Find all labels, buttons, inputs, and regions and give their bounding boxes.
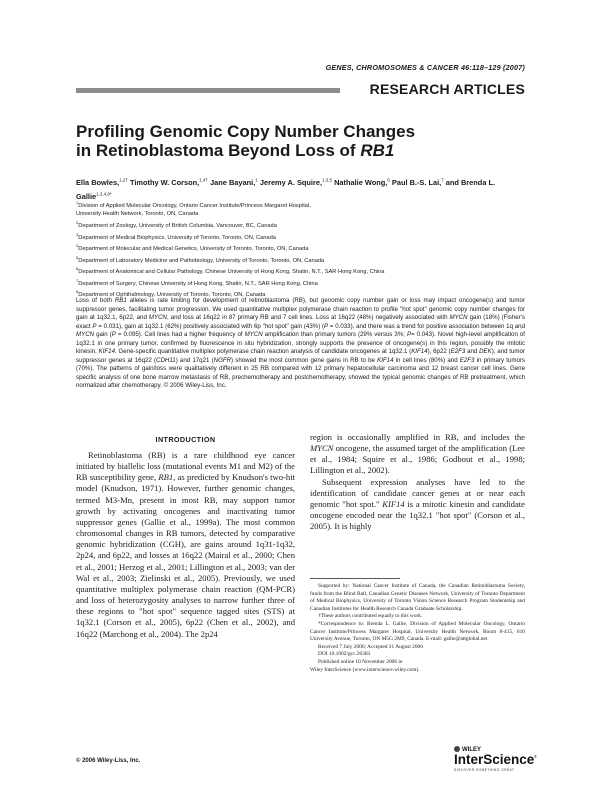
author-name: Jeremy A. Squire,$^{1,3,5}$ [259,178,333,188]
text-run: alleles is rate limiting for development of retinoblastoma (RB), but genomic copy number gain or loss may impact oncogene(s) and tumor suppressor genes, facilitating tumor progression. We used quantitative multiplex polymerase chain reaction to profile "hot spot" genomic copy number changes for gain at 1q32.1, 6p22, and [76,297,525,322]
italic-term: KIF14 [377,356,394,364]
text-run: gain (18%) (Fisher's exact [76,314,525,330]
text-run: amplification than primary tumors (29% versus 3%; [262,331,407,339]
text-run: in cell lines (80%) and [393,356,460,364]
author-name: Jane Bayani,$^1$ [210,178,258,188]
text-run: ) showed the most common gene gains in RB to be [231,356,378,364]
text-run: , as predicted by Knudson's two-hit model (Knudson, 1971). However, further genomic changes, termed M3-Mn, present in most RB, may support tumor growth by activating oncogenes and inactivating tumor suppressor genes (Gallie et al., 1999a). The most common chromosomal changes in RB tumors, detected by comparative genomic hybridization (CGH), are gains around 1q31-1q32, 2p24, and 6p22, and losses at 16q22 (Mairal et al., 2000; Chen et al., 2001; Herzog et al., 2001; Lillington et al., 2003; van der Wal et al., 2003; Zielinski et al., 2005). Previously, we used quantitative multiplex polymerase chain reaction (QM-PCR) and loss of heterozygosity analyses to narrow further three of these regions to "hot spot" sequence tagged sites (STS) at 1q32.1 (Corson et al., 2005), 6p22 (Chen et al., 2002), and 16q22 (Marchong et al., 2004). The 2p24 [76,472,295,639]
text-run: . Gene-specific quantitative multiplex polymerase chain reaction analysis of candidate oncogenes at 1q32.1 ( [115,348,412,356]
italic-term: NGFR [213,356,232,364]
article-title [76,122,525,160]
italic-term: DEK [479,348,492,356]
italic-term: MYCN [244,331,263,339]
logo-top-text: WILEY [462,747,481,753]
logo-main-text: InterScience [454,752,535,767]
footnote-divider [310,578,400,579]
footnote-support: Supported by: National Cancer Institute of Canada, the Canadian Retinoblastoma Society, funds from the Blind Ball, Canadian Genetic Diseases Network, University of Toronto Department of Medical Biophysics, University of Toronto Vision Science Research Program Studentship and Canadian Institutes for Health Research Canada Graduate Scholarship. [310,583,525,612]
abstract [76,297,525,391]
italic-term: RB1 [114,297,127,304]
text-run: ), 6p22 ( [427,348,451,356]
text-run: , and loss at 16q22 in 87 primary RB and 7 cell lines. Loss at 16q22 (48%) negatively associated with [166,314,450,322]
italic-term: P [406,331,412,339]
italic-term: CDH11 [156,356,176,364]
affiliation-line: $^1$Division of Applied Molecular Oncology, Ontario Cancer Institute/Princess Margaret Hospital, [76,200,311,209]
affiliation-line: $^7$Department of Surgery, Chinese University of Hong Kong, Shatin, N.T., SAR Hong Kong, China [76,277,318,287]
italic-term: KIF14 [411,348,428,356]
header-rule [76,88,340,93]
affiliation-line: $^6$Department of Anatomical and Cellular Pathology, Chinese University of Hong Kong, Shatin, N.T., SAR Hong Kong, China [76,266,385,275]
affiliation-line: $^8$Department of Ophthalmology, University of Toronto, Toronto, ON, Canada [76,288,266,298]
footnote-published: Published online 10 November 2006 in [318,658,403,665]
body-column-right [310,432,525,532]
affiliation-line: $^5$Department of Laboratory Medicine and Pathobiology, University of Toronto, Toronto, ON, Canada [76,254,325,264]
intro-paragraph-continued [310,432,525,477]
intro-paragraph-1 [76,450,295,640]
journal-reference: GENES, CHROMOSOMES & CANCER 46:118–129 (2007) [325,63,525,72]
text-run: region is occasionally amplified in RB, and includes the [310,432,525,442]
footnote-correspondence: *Correspondence to: Brenda L. Gallie, Division of Applied Molecular Oncology, Ontario Cancer Institute/Princess Margaret Hospital, University Health Network, Room 8-415, 610 University Avenue, Toronto, ON M5G 2M9, Canada. E-mail: gallie@attglobal.net [310,620,525,643]
text-run: gain ( [94,331,112,339]
copyright-footer: © 2006 Wiley-Liss, Inc. [76,758,141,764]
author-name: Timothy W. Corson,$^{1,4\dagger}$ [129,178,208,188]
introduction-heading: INTRODUCTION [155,435,216,444]
text-run: oncogene, the assumed target of the amplification (Lee et al., 1984; Squire et al., 1986; Godbout et al., 1998; Lillington et al., 2002). [310,443,525,476]
section-label: RESEARCH ARTICLES [369,81,525,97]
title-line-1: Profiling Genomic Copy Number Changes [76,122,416,141]
text-run: Loss of both [76,297,115,304]
italic-term: P [324,322,329,330]
italic-term: MYCN [148,314,167,322]
italic-term: RB1 [158,472,174,483]
author-list [76,175,525,202]
italic-term: P [92,322,97,330]
affiliation-line: $^2$Department of Zoology, University of British Columbia, Vancouver, BC, Canada [76,220,277,229]
text-run: = 0.033), and there was a trend for positive association between 1q and [328,322,525,330]
italic-term: E2F3 [450,348,466,356]
author-name: Paul B.-S. Lai,$^7$ [391,178,444,188]
footnote-doi: DOI 10.1002/gcc.20383 [318,651,371,658]
affiliation-list [76,199,525,299]
italic-term: P [111,331,116,339]
text-run: = 0.031), gain at 1q32.1 (62%) positively associated with 6p "hot spot" gain (43%) ( [96,322,325,330]
italic-term: MYCN [310,443,334,454]
italic-term: MYCN [76,331,95,339]
author-name: Ella Bowles,$^{1,2\dagger}$ [76,178,128,188]
intro-paragraph-2 [310,477,525,533]
author-name: and Brenda L. Gallie$^{1,3,4,8*}$ [76,178,496,201]
footnotes [310,583,525,674]
wiley-interscience-logo [453,740,543,776]
title-line-2: in Retinoblastoma Beyond Loss of RB1 [76,141,395,160]
text-run: Subsequent expression analyses have led to the identification of candidate cancer genes at or near each genomic "hot spot." [310,476,525,509]
italic-term: MYCN [449,314,468,322]
italic-term: KIF14 [98,348,115,356]
text-run: Retinoblastoma (RB) is a rare childhood eye cancer initiated by biallelic loss (mutational events M1 and M2) of the RB susceptibility gene, [76,450,295,483]
affiliation-line: $^4$Department of Molecular and Medical Genetics, University of Toronto, Toronto, ON, Canada [76,243,309,252]
affiliation-line: $^3$Department of Medical Biophysics, University of Toronto, Toronto, ON, Canada [76,231,276,241]
footnote-received: Received 7 July 2006; Accepted 31 August 2006 [318,643,423,650]
text-run: = 0.043). Novel high-level amplification of 1q32.1 in one primary tumor, confirmed by fluorescence in situ hybridization, strongly supports the presence of oncogene(s) in this region, possibly the mitotic kinesin, [76,331,525,356]
text-run: in primary tumors (70%). The patterns of gain/loss were qualitatively different in 25 RB compared with 12 primary hepatocellular carcinoma and 12 breast cancer cell lines. Gene specific analysis of one bone marrow metastasis of RB, prechemotherapy and postchemotherapy, showed the typical genomic changes of RB pretreatment, which normalized after chemotherapy. © 2006 Wiley-Liss, Inc. [76,356,525,390]
section-header-bar [76,82,525,98]
text-run: ), and tumor suppressor genes at 16q22 ( [76,348,525,364]
italic-term: E2F3 [459,356,475,364]
author-name: Nathalie Wong,$^6$ [334,178,390,188]
text-run: ) and 17q21 ( [175,356,214,364]
logo-registered-mark: ® [534,754,537,759]
text-run: is a mitotic kinesin and candidate oncogene encoded near the 1q32.1 "hot spot" (Corson et al., 2005). It is highly [310,498,525,532]
footnote-equal-contribution: †These authors contributed equally to this work. [318,613,423,620]
text-run: = 0.095). Cell lines had a higher frequency of [115,331,245,339]
logo-tagline: DISCOVER SOMETHING GREAT [454,768,515,772]
italic-term: KIF14 [382,498,405,509]
footnote-published-site[interactable]: Wiley InterScience (www.interscience.wiley.com). [310,666,420,673]
body-column-left [76,450,295,640]
affiliation-line: University Health Network, Toronto, ON, Canada [76,211,199,218]
text-run: and [465,348,480,356]
